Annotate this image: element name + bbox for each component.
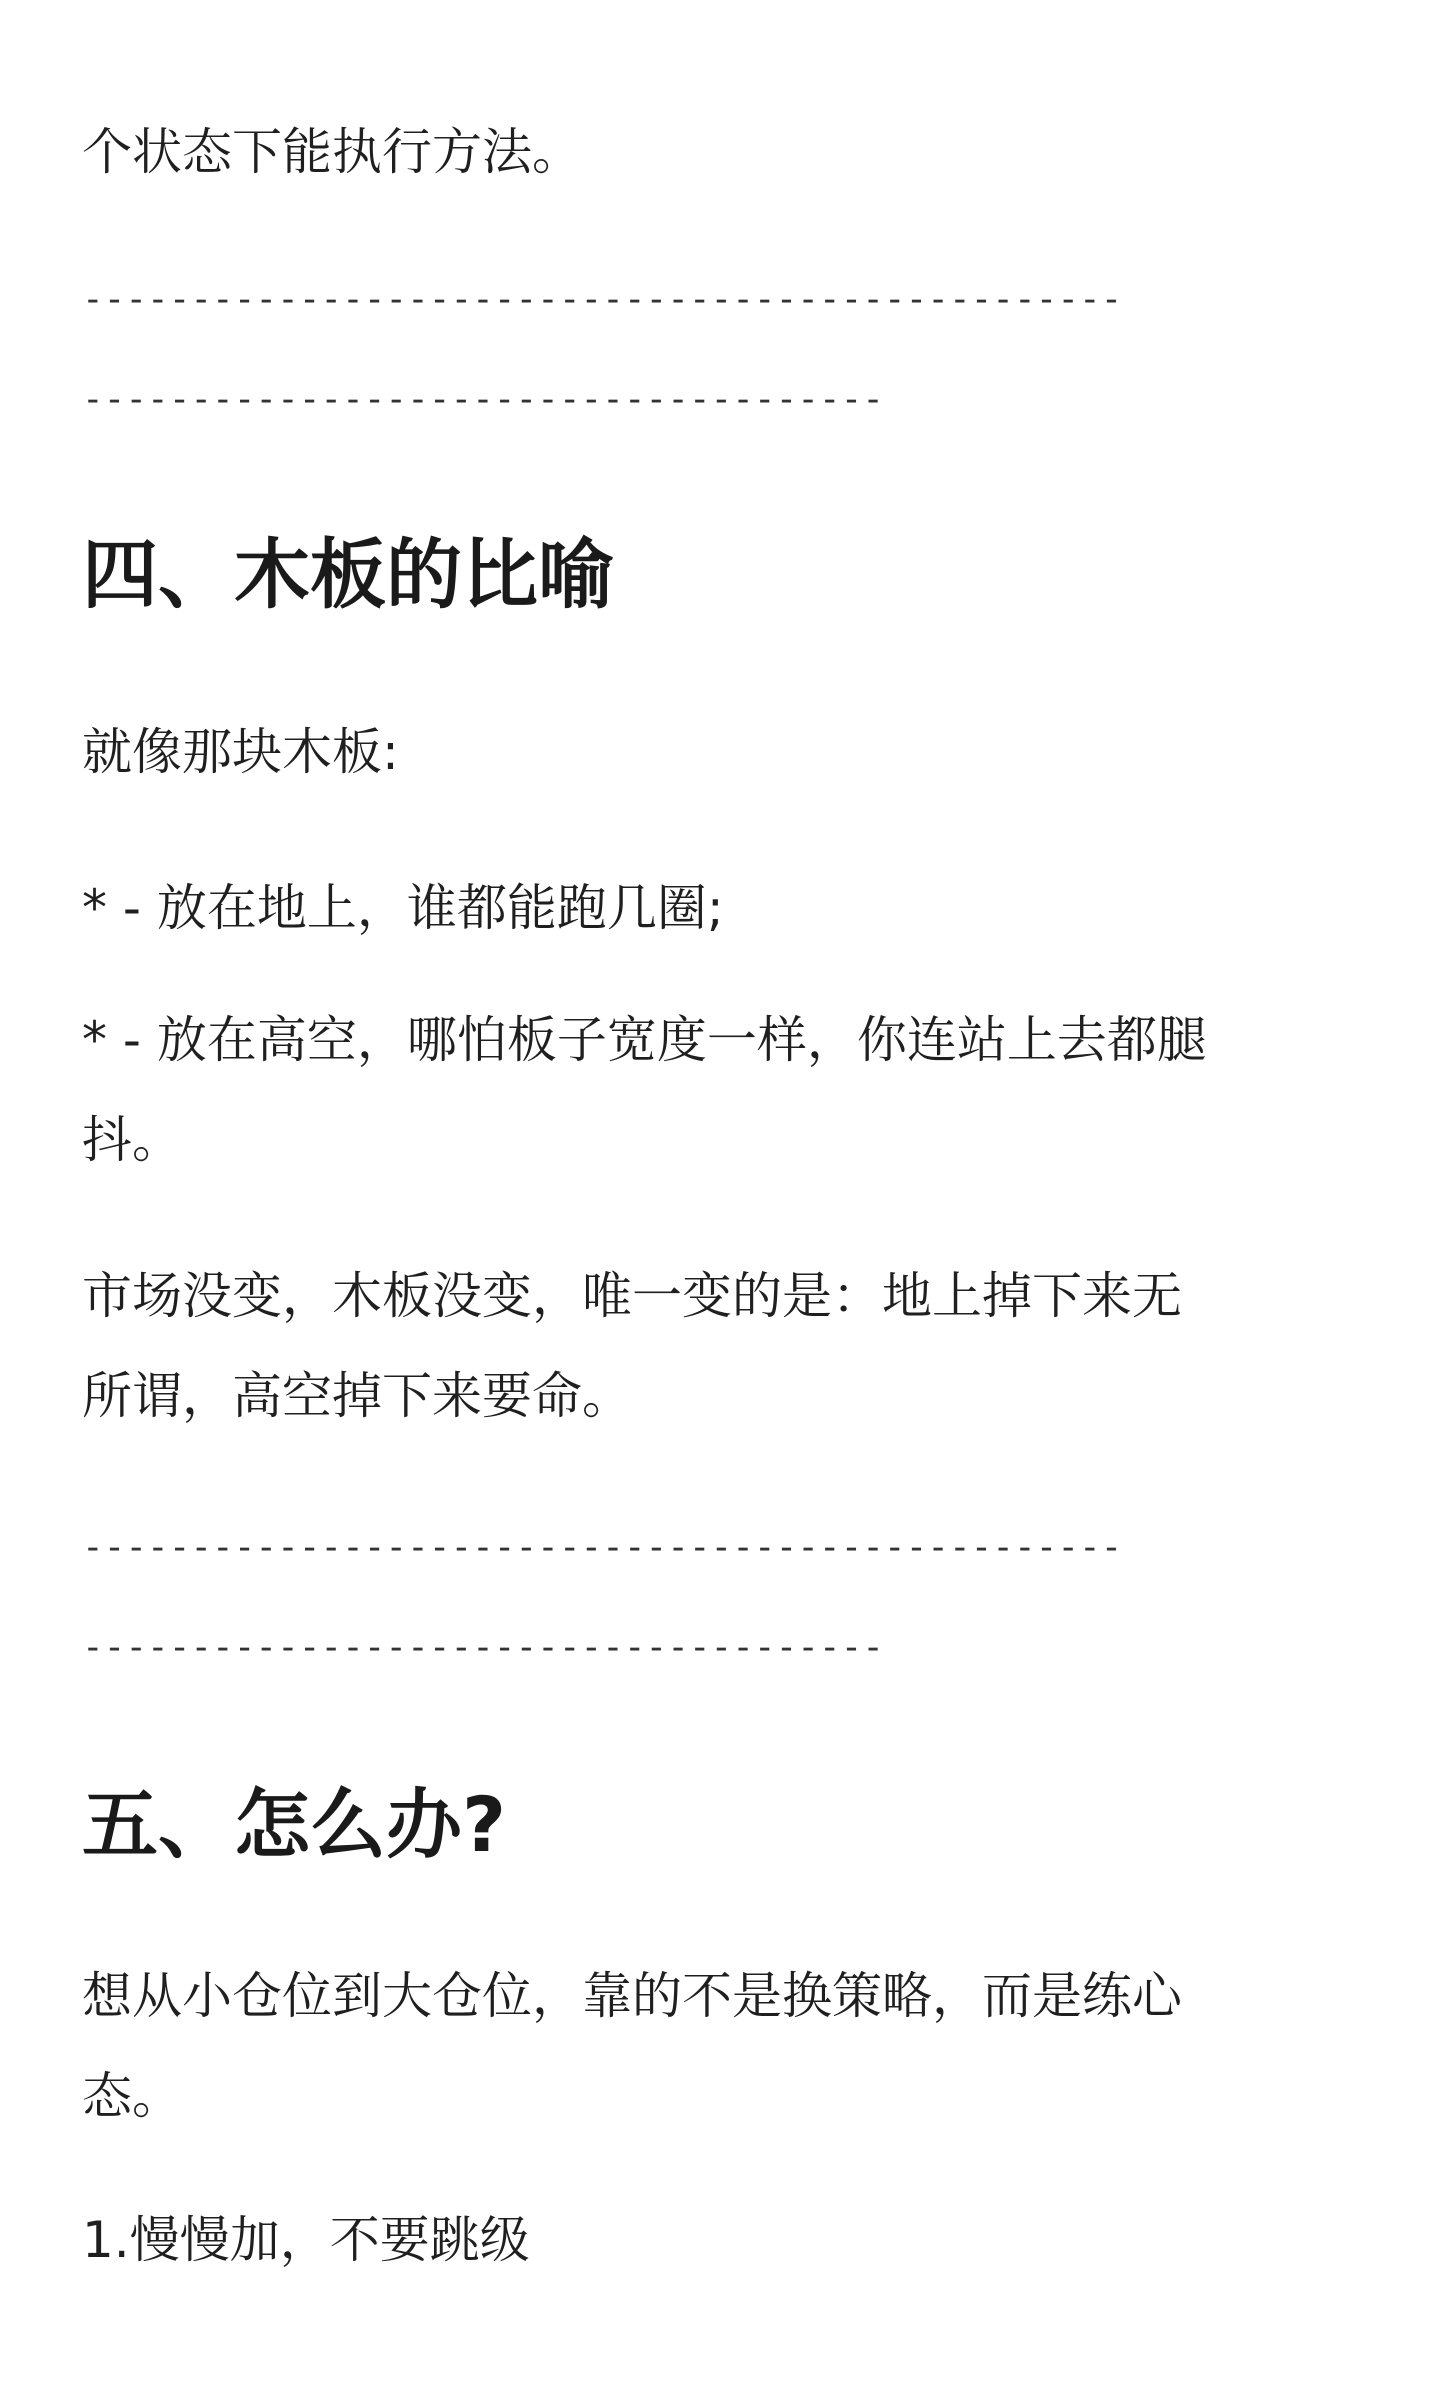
divider-line: ------------------------------------- — [82, 1627, 884, 1668]
section-heading-4: 四、木板的比喻 — [82, 530, 614, 619]
list-item: 1.慢慢加，不要跳级 — [82, 2211, 530, 2269]
paragraph-position: 想从小仓位到大仓位，靠的不是换策略，而是练心 — [82, 1967, 1182, 2025]
bullet-item-continuation: 抖。 — [82, 1111, 182, 1169]
divider-line: ------------------------------------------------ — [82, 279, 1123, 320]
divider-line: ------------------------------------------------ — [82, 1527, 1123, 1568]
paragraph-position-continuation: 态。 — [82, 2067, 182, 2125]
paragraph-market: 市场没变，木板没变，唯一变的是：地上掉下来无 — [82, 1267, 1182, 1325]
paragraph-state: 个状态下能执行方法。 — [82, 123, 582, 181]
bullet-item: * - 放在高空，哪怕板子宽度一样，你连站上去都腿 — [82, 1011, 1207, 1069]
paragraph-plank-intro: 就像那块木板: — [82, 723, 399, 781]
bullet-item: * - 放在地上，谁都能跑几圈; — [82, 879, 724, 937]
paragraph-market-continuation: 所谓，高空掉下来要命。 — [82, 1367, 632, 1425]
section-heading-5: 五、怎么办? — [82, 1780, 507, 1869]
divider-line: ------------------------------------- — [82, 379, 884, 420]
